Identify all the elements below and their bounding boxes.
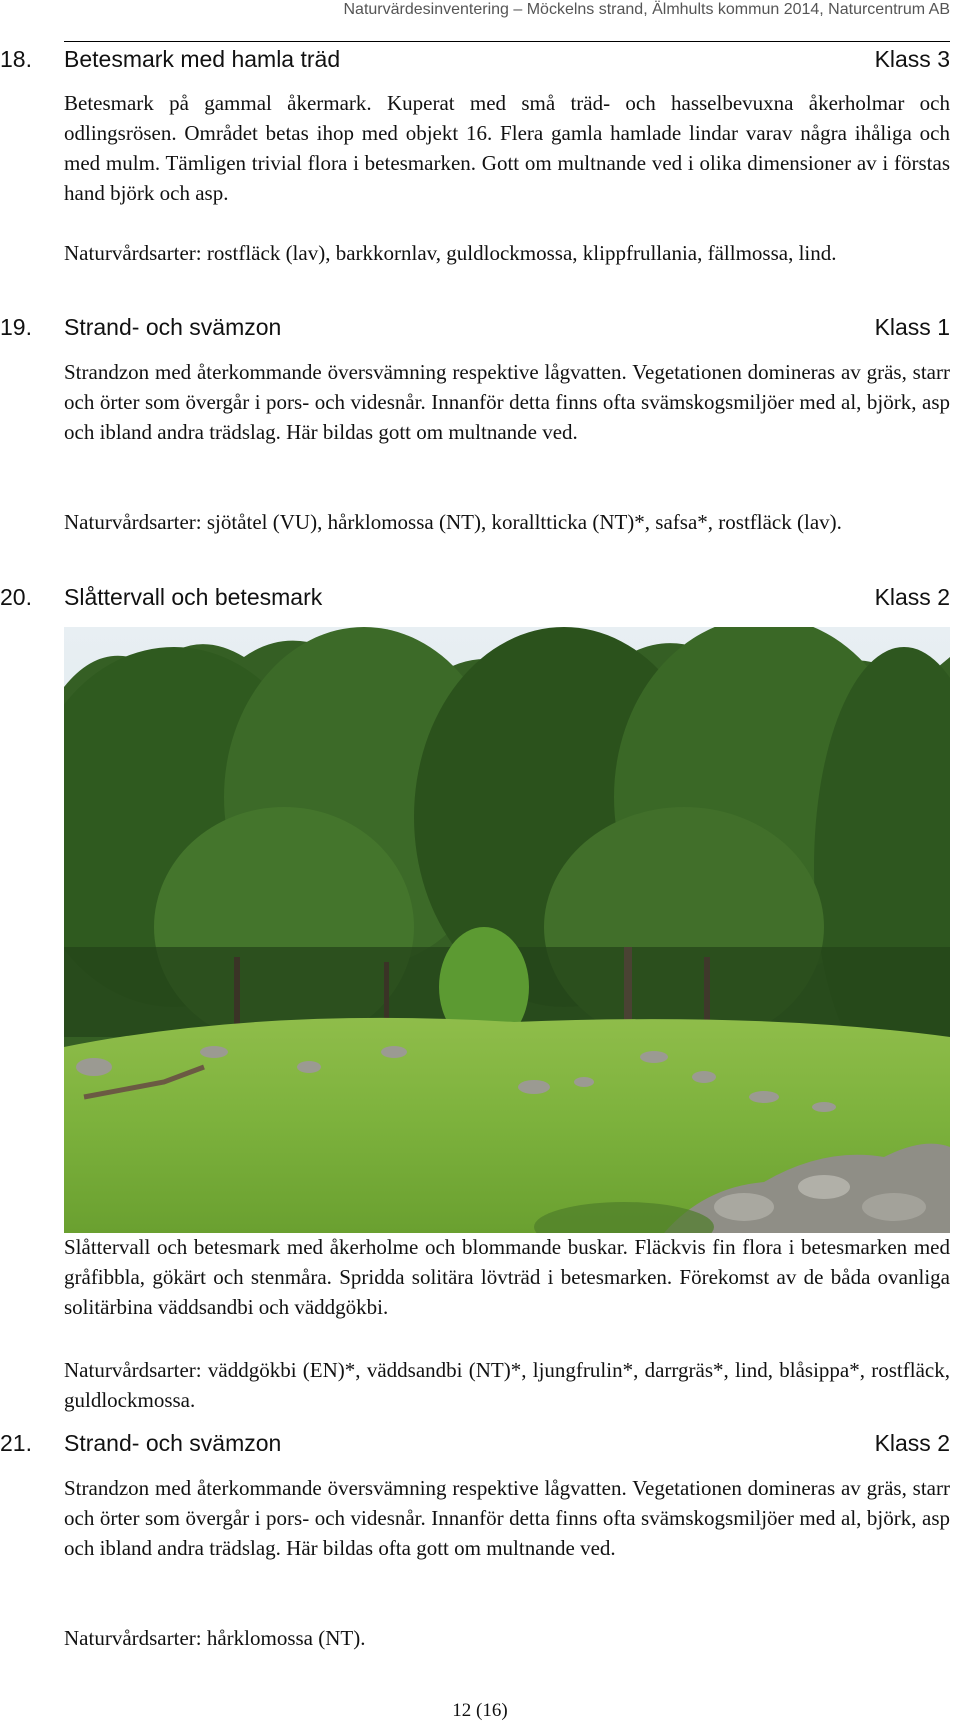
landscape-photo	[64, 627, 950, 1233]
object-class: Klass 1	[874, 314, 950, 340]
object-description-20: Slåttervall och betesmark med åkerholme och blommande buskar. Fläckvis fin flora i betesmarken med gråfibbla, gökärt och stenmåra. Spridda solitära lövträd i betesmarken. Förekomst av de båda ovanliga solitärbina väddsandbi och väddgökbi.	[64, 1235, 950, 1319]
object-number: 18.	[0, 46, 32, 72]
object-number: 19.	[0, 314, 32, 340]
object-class: Klass 2	[874, 584, 950, 610]
object-title: Strand- och svämzon	[64, 314, 282, 340]
object-description-18: Betesmark på gammal åkermark. Kuperat med små träd- och hasselbevuxna åkerholmar och odlingsrösen. Området betas ihop med objekt 16. Flera gamla hamlade lindar varav några ihåliga och med mulm. Tämligen trivial flora i betesmarken. Gott om multnande ved i olika dimensioner av i förstas hand björk och asp.	[64, 91, 950, 205]
object-number: 20.	[0, 584, 32, 610]
object-description-19: Strandzon med återkommande översvämning respektive lågvatten. Vegetationen domineras av gräs, starr och örter som övergår i pors- och videsnår. Innanför detta finns ofta svämskogsmiljöer med al, björk, asp och ibland andra trädslag. Här bildas gott om multnande ved.	[64, 360, 950, 444]
object-heading-20	[0, 582, 950, 612]
object-title: Slåttervall och betesmark	[64, 584, 323, 610]
object-class: Klass 2	[874, 1430, 950, 1456]
object-species-18: Naturvårdsarter: rostfläck (lav), barkkornlav, guldlockmossa, klippfrullania, fällmossa, lind.	[64, 241, 837, 265]
page-number: 12 (16)	[452, 1700, 508, 1721]
running-header: Naturvärdesinventering – Möckelns strand, Älmhults kommun 2014, Naturcentrum AB	[343, 1, 950, 18]
landscape-photo-icon	[64, 627, 950, 1233]
object-species-19: Naturvårdsarter: sjötåtel (VU), hårklomossa (NT), koralltticka (NT)*, safsa*, rostfläck (lav).	[64, 510, 842, 534]
header-rule	[64, 41, 950, 42]
object-heading-19	[0, 312, 950, 342]
object-species-20: Naturvårdsarter: väddgökbi (EN)*, väddsandbi (NT)*, ljungfrulin*, darrgräs*, lind, blåsippa*, rostfläck, guldlockmossa.	[64, 1358, 950, 1412]
object-title: Betesmark med hamla träd	[64, 46, 341, 72]
object-class: Klass 3	[874, 46, 950, 72]
object-heading-21	[0, 1428, 950, 1458]
object-title: Strand- och svämzon	[64, 1430, 282, 1456]
object-number: 21.	[0, 1430, 32, 1456]
object-species-21: Naturvårdsarter: hårklomossa (NT).	[64, 1626, 366, 1650]
object-description-21: Strandzon med återkommande översvämning respektive lågvatten. Vegetationen domineras av gräs, starr och örter som övergår i pors- och videsnår. Innanför detta finns ofta svämskogsmiljöer med al, björk, asp och ibland andra trädslag. Här bildas ofta gott om multnande ved.	[64, 1476, 950, 1560]
object-heading-18	[0, 44, 950, 74]
